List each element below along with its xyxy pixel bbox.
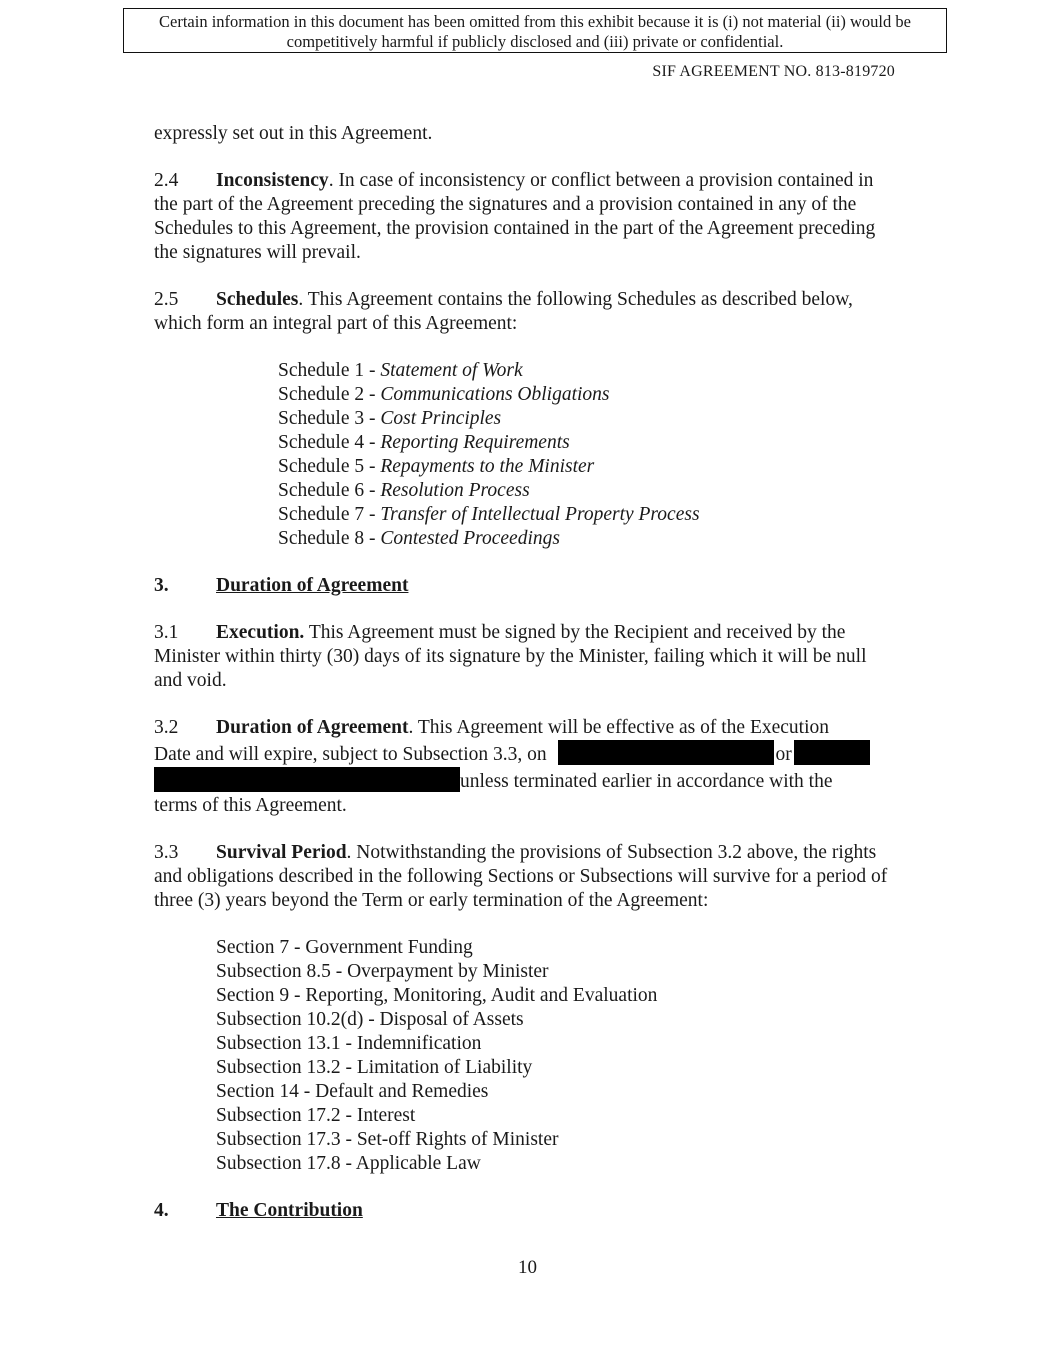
section-number: 3.1 [154, 622, 179, 643]
survival-list [216, 936, 894, 1176]
document-body [154, 122, 894, 1223]
confidentiality-notice: Certain information in this document has been omitted from this exhibit because it is (i) not material (ii) would be competitively harmful if publicly disclosed and (iii) private or confidential. [123, 8, 947, 53]
section-3-heading: 3. Duration of Agreement [154, 575, 409, 596]
list-item: Section 7 - Government Funding [216, 937, 473, 958]
section-title: Schedules [216, 289, 299, 310]
list-item: Subsection 13.2 - Limitation of Liability [216, 1057, 533, 1078]
list-item: Subsection 13.1 - Indemnification [216, 1033, 482, 1054]
list-item: Schedule 1 - Statement of Work [278, 360, 523, 381]
list-item: Subsection 8.5 - Overpayment by Minister [216, 961, 549, 982]
list-item: Schedule 3 - Cost Principles [278, 408, 502, 429]
section-title: Survival Period [216, 842, 347, 863]
section-text: . This Agreement contains the following Schedules as described below, which form an integral part of this Agreement: [154, 289, 853, 334]
list-item: Schedule 5 - Repayments to the Minister [278, 456, 595, 477]
redaction-block [558, 740, 774, 765]
section-text: This Agreement must be signed by the Recipient and received by the Minister within thirty (30) days of its signature by the Minister, failing which it will be null and void. [154, 622, 867, 691]
section-2-5 [154, 288, 894, 336]
list-item: Schedule 7 - Transfer of Intellectual Property Process [278, 504, 700, 525]
section-number: 2.4 [154, 170, 179, 191]
list-item: Schedule 8 - Contested Proceedings [278, 528, 560, 549]
section-title: Execution. [216, 622, 305, 643]
section-title: Inconsistency [216, 170, 329, 191]
redaction-block [794, 740, 870, 765]
section-3-1 [154, 621, 894, 693]
list-item: Subsection 17.2 - Interest [216, 1105, 416, 1126]
section-4-heading: 4. The Contribution [154, 1200, 363, 1221]
section-3-2: 3.2 Duration of Agreement. This Agreement will be effective as of the Execution Date and will expire, subject to Subsection 3.3, on or unless terminated earlier in accordance with the terms of this Agreement. [154, 716, 894, 818]
section-text: . Notwithstanding the provisions of Subsection 3.2 above, the rights and obligations described in the following Sections or Subsections will survive for a period of three (3) years beyond the Term or early termination of the Agreement: [154, 842, 888, 911]
intro-text: expressly set out in this Agreement. [154, 123, 433, 144]
list-item: Schedule 6 - Resolution Process [278, 480, 530, 501]
redaction-block [154, 767, 460, 792]
list-item: Subsection 17.8 - Applicable Law [216, 1153, 481, 1174]
schedule-list [278, 359, 894, 551]
list-item: Subsection 10.2(d) - Disposal of Assets [216, 1009, 524, 1030]
section-number: 3.3 [154, 842, 179, 863]
list-item: Section 14 - Default and Remedies [216, 1081, 489, 1102]
agreement-number: SIF AGREEMENT NO. 813-819720 [652, 63, 895, 80]
list-item: Schedule 2 - Communications Obligations [278, 384, 610, 405]
list-item: Subsection 17.3 - Set-off Rights of Minister [216, 1129, 559, 1150]
section-3-3 [154, 841, 894, 913]
list-item: Section 9 - Reporting, Monitoring, Audit and Evaluation [216, 985, 658, 1006]
section-text: . In case of inconsistency or conflict between a provision contained in the part of the Agreement preceding the signatures and a provision contained in any of the Schedules to this Agreement, the provision contained in the part of the Agreement preceding the signatures will prevail. [154, 170, 876, 263]
page-number: 10 [518, 1257, 537, 1278]
section-number: 2.5 [154, 289, 179, 310]
list-item: Schedule 4 - Reporting Requirements [278, 432, 570, 453]
section-2-4 [154, 169, 894, 265]
